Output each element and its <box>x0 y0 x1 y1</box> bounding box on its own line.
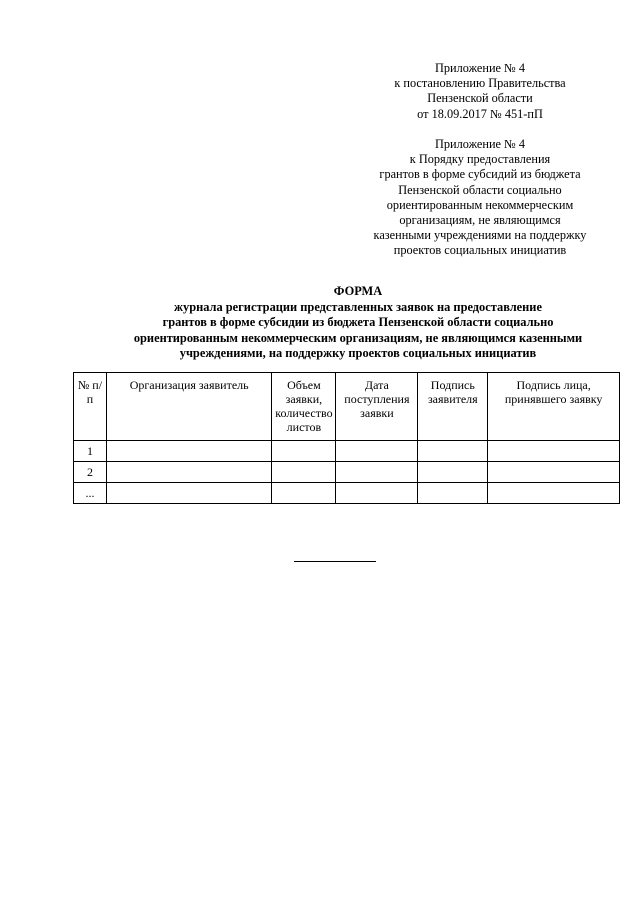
table-row <box>74 462 620 483</box>
title-heading: ФОРМА <box>333 284 383 298</box>
table-cell <box>488 462 620 483</box>
table-cell <box>272 483 336 504</box>
table-cell <box>106 483 272 504</box>
table-cell <box>488 483 620 504</box>
appendix-block-decree <box>360 61 600 122</box>
appendix-line: Пензенской области <box>427 91 533 106</box>
table-cell <box>418 483 488 504</box>
table-cell: 1 <box>74 441 107 462</box>
title-line: ориентированным некоммерческим организациям, не являющимся казенными <box>133 330 583 345</box>
appendix-line: к Порядку предоставления <box>409 152 551 167</box>
table-cell <box>488 441 620 462</box>
header-receiver-signature: Подпись лица, принявшего заявку <box>488 373 620 441</box>
header-date: Дата поступления заявки <box>336 373 418 441</box>
form-title <box>80 284 636 362</box>
table-cell: ... <box>74 483 107 504</box>
appendix-line: ориентированным некоммерческим <box>386 197 574 212</box>
appendix-line: Приложение № 4 <box>434 61 526 75</box>
appendix-line: грантов в форме субсидий из бюджета <box>379 167 581 182</box>
appendix-line: к постановлению Правительства <box>394 76 566 91</box>
appendix-line: Приложение № 4 <box>434 137 526 151</box>
appendix-line: организациям, не являющимся <box>399 213 561 228</box>
appendix-line: Пензенской области социально <box>398 182 562 197</box>
table-cell <box>336 483 418 504</box>
header-applicant-signature: Подпись заявителя <box>418 373 488 441</box>
appendix-line: от 18.09.2017 № 451-пП <box>417 106 543 121</box>
header-number: № п/п <box>74 373 107 441</box>
table-header-row <box>74 373 620 441</box>
table-cell <box>106 441 272 462</box>
table-cell: 2 <box>74 462 107 483</box>
appendix-line: проектов социальных инициатив <box>393 243 567 258</box>
table-row <box>74 441 620 462</box>
table-cell <box>418 441 488 462</box>
table-cell <box>418 462 488 483</box>
registration-table <box>73 372 620 504</box>
appendix-block-procedure <box>360 137 600 259</box>
title-line: грантов в форме субсидии из бюджета Пензенской области социально <box>162 315 554 330</box>
table-cell <box>106 462 272 483</box>
title-line: учреждениями, на поддержку проектов социальных инициатив <box>179 346 537 361</box>
table-row <box>74 483 620 504</box>
end-divider-line <box>294 561 376 562</box>
table-cell <box>272 441 336 462</box>
table-cell <box>336 441 418 462</box>
header-organization: Организация заявитель <box>106 373 272 441</box>
table-cell <box>272 462 336 483</box>
appendix-line: казенными учреждениями на поддержку <box>373 228 587 243</box>
header-volume: Объем заявки, количество листов <box>272 373 336 441</box>
title-line: журнала регистрации представленных заявок на предоставление <box>174 299 542 314</box>
table-cell <box>336 462 418 483</box>
